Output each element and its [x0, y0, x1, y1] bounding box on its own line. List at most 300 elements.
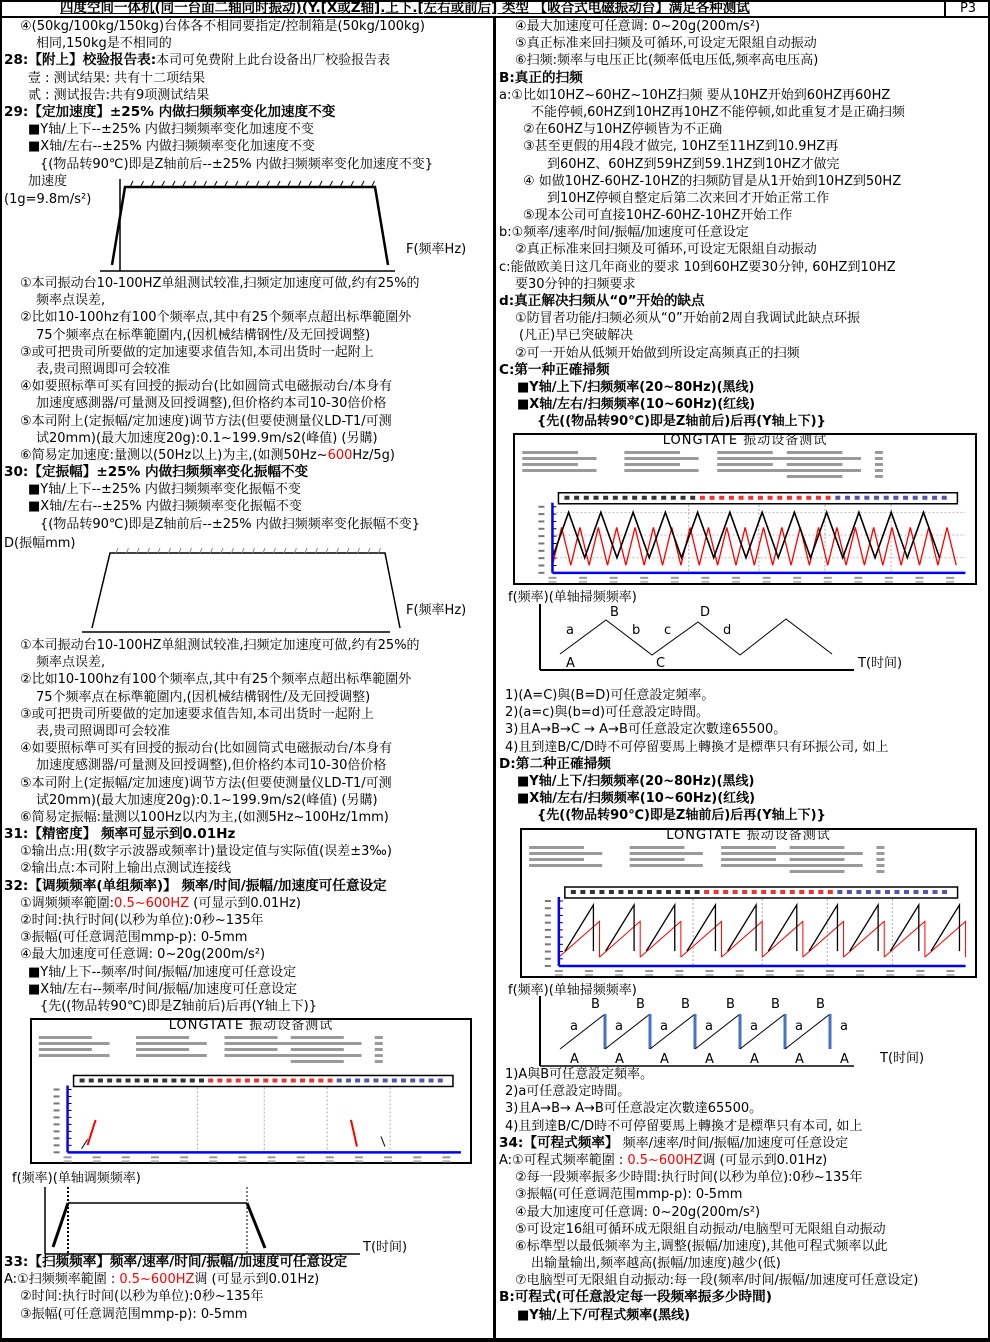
info-text-blur [375, 1042, 383, 1045]
sawtooth-sweep-sketch [496, 980, 988, 1066]
legend-text-blur [816, 496, 821, 500]
info-text-blur [787, 475, 843, 478]
legend-text-blur [254, 1078, 259, 1082]
y-tick-label [54, 1123, 60, 1125]
label-A: A [566, 656, 575, 671]
x-tick-label [916, 970, 924, 972]
y-tick-label [54, 1130, 60, 1132]
info-text-blur [224, 1042, 295, 1045]
label-A: A [840, 1052, 849, 1067]
text-line: 3)且A→B→C → A→B可任意設定次數達65500。 [505, 722, 787, 738]
text-line: ⑦电脑型可无限組自动振动:每一段(频率/时间/振幅/加速度可任意设定) [515, 1273, 919, 1289]
triangle-sweep-sketch [496, 588, 988, 687]
legend-text-blur [199, 1078, 204, 1082]
text-line: ⑥扫频:频率与电压正比(频率低电压低,频率高电压高) [515, 53, 819, 69]
x-tick-label [610, 577, 618, 579]
x-tick-label [732, 581, 740, 583]
info-text-blur [787, 457, 861, 460]
info-text-blur [522, 463, 578, 466]
x-tick-label [796, 970, 804, 972]
section-heading: 29:【定加速度】±25% 内做扫频频率变化加速度不变 [4, 103, 336, 120]
x-tick-label [766, 970, 774, 972]
text-line: ④(50kg/100kg/150kg)台体各不相同要指定/控制箱是(50kg/100kg) [20, 19, 425, 34]
legend-text-blur [337, 1078, 342, 1082]
text-line: 试20mm)(最大加速度20g):0.1~199.9m/s2(峰值) (另購) [36, 430, 378, 446]
label-A: A [570, 1052, 579, 1067]
text-line: ③甚至更假的用4段才做完, 10HZ至11HZ到10.9HZ再 [523, 139, 839, 155]
text-line [4, 1271, 492, 1288]
info-text-blur [787, 463, 843, 466]
y-tick-label [545, 936, 551, 938]
label-a: a [705, 1019, 713, 1034]
text-line: {先((物品转90℃)即是Z轴前后)后再(Y轴上下)} [537, 808, 826, 824]
info-text-blur [721, 864, 794, 867]
tune-ramp-down [247, 1203, 265, 1248]
x-tick-label [384, 1156, 392, 1158]
text-line: ①防冒者功能/扫频必须从“0”开始前2周自我调试此缺点环振 [515, 311, 861, 327]
info-text-blur [39, 1054, 110, 1057]
text-line: ⑤本司附上(定振幅/定加速度)调节方法(但要使测量仪LD-T1/可测 [20, 775, 392, 791]
text-line: ■Y轴/上下--频率/时间/振幅/加速度可任意设定 [28, 964, 297, 980]
x-tick-label [615, 970, 623, 972]
legend-text-blur [236, 1078, 241, 1082]
info-text-blur [876, 864, 884, 867]
text-line: 1)A與B可任意設定頻率。 [505, 1067, 654, 1082]
highlight-text: 0.5~600HZ [627, 1152, 703, 1168]
x-tick-label [675, 970, 683, 972]
text-line: ⑥标準型以最低频率为主,调整(振幅/加速度),其他可程式频率以此 [515, 1238, 888, 1254]
x-tick-label [705, 970, 713, 972]
info-text-blur [790, 852, 863, 855]
legend-text-blur [571, 890, 576, 894]
x-tick-label [122, 1160, 130, 1162]
x-tick-label [946, 577, 954, 579]
y-tick-label [538, 520, 544, 522]
info-text-blur [224, 1054, 295, 1057]
x-tick-label [824, 581, 832, 583]
legend-text-blur [622, 496, 627, 500]
label-b: b [632, 623, 641, 638]
legend-text-blur [208, 1078, 213, 1082]
info-text-blur [529, 852, 602, 855]
page-number: P3 [944, 0, 990, 18]
label-B: B [681, 997, 690, 1012]
legend-text-blur [346, 1078, 351, 1082]
text-line: ⑤现本公司可直接10HZ-60HZ-10HZ开始工作 [523, 208, 793, 224]
text-line: ③或可把贵司所要做的定加速要求值告知,本司出货时一起附上 [20, 344, 374, 360]
x-tick-label [763, 577, 771, 579]
x-tick-label [238, 1160, 246, 1162]
legend-text-blur [632, 496, 637, 500]
info-text-blur [717, 469, 791, 472]
text-line: 壹 : 测试结果: 共有十二项结果 [28, 70, 206, 86]
x-tick-label [886, 970, 894, 972]
accel-profile-line [112, 187, 388, 265]
y-tick-label [545, 958, 551, 960]
legend-text-blur [355, 1078, 360, 1082]
y-tick-label [538, 564, 544, 566]
x-tick-label [238, 1156, 246, 1158]
legend-text-blur [429, 1078, 434, 1082]
info-text-blur [630, 858, 685, 861]
text-line: {(物品转90℃)即是Z轴前后--±25% 内做扫频频率变化振幅不变} [40, 516, 421, 532]
info-text-blur [624, 451, 680, 454]
legend-text-blur [806, 496, 811, 500]
legend-text-blur [855, 496, 860, 500]
legend-text-blur [761, 890, 766, 894]
info-text-blur [375, 1036, 383, 1039]
text-line: ⑤本司附上(定振幅/定加速度)调节方法(但要使测量仪LD-T1/可测 [20, 413, 392, 429]
info-text-blur [721, 858, 776, 861]
tuning-sketch [0, 1165, 493, 1255]
screenshot-border [31, 1019, 471, 1163]
y-tick-label [538, 535, 544, 537]
legend-text-blur [695, 890, 700, 894]
info-text-blur [39, 1042, 110, 1045]
label-d: d [723, 623, 732, 638]
info-text-blur [876, 852, 884, 855]
text-line [4, 895, 492, 912]
x-tick-label [826, 974, 834, 976]
label-A: A [750, 1052, 759, 1067]
text-line: 表,贵司照调即可会较准 [36, 361, 171, 377]
x-tick-label [355, 1160, 363, 1162]
text-line: ②时间:执行时间(以秒为单位):0秒~135年 [20, 913, 264, 928]
legend-text-blur [564, 496, 569, 500]
label-a: a [660, 1019, 668, 1034]
legend-text-blur [410, 1078, 415, 1082]
x-tick-label [885, 577, 893, 579]
text-line: {(物品转90℃)即是Z轴前后--±25% 内做扫频频率变化加速度不变} [40, 156, 434, 172]
text-line: 试20mm)(最大加速度20g):0.1~199.9m/s2(峰值) (另購) [36, 792, 378, 808]
x-tick-label [826, 970, 834, 972]
legend-text-blur [733, 890, 738, 894]
x-tick-label [886, 974, 894, 976]
text-line: 频率点误差, [36, 655, 106, 671]
legend-text-blur [419, 1078, 424, 1082]
info-text-blur [790, 858, 845, 861]
text-line: 到10HZ停顿自整定后第二次来回才开始正常工作 [547, 190, 830, 206]
legend-text-blur [729, 496, 734, 500]
legend-text-blur [89, 1078, 94, 1082]
legend-text-blur [652, 496, 657, 500]
legend-text-blur [364, 1078, 369, 1082]
info-text-blur [787, 451, 843, 454]
text-line: 不能停顿,60HZ到10HZ再10HZ不能停顿,如此重复才是正确扫频 [531, 104, 905, 120]
legend-text-blur [318, 1078, 323, 1082]
label-a: a [840, 1019, 848, 1034]
info-text-blur [136, 1042, 207, 1045]
legend-text-blur [866, 890, 871, 894]
screenshot-title: LONGTATE 振动设备测试 [662, 433, 828, 448]
document-title: 四度空间一体机(同一台面二轴同时振动)(Y.[X或Z轴].上下.[左右或前后] 类型 【吸合式电磁振动台】满足各种测试 [60, 0, 750, 16]
info-text-blur [291, 1036, 344, 1039]
y-tick-label [545, 943, 551, 945]
legend-text-blur [768, 496, 773, 500]
section-sweep-explanation [499, 18, 987, 431]
info-text-blur [876, 870, 884, 873]
x-tick-label [796, 974, 804, 976]
text-line: ④最大加速度可任意调: 0~20g(200m/s²) [515, 19, 761, 34]
y-tick-label [54, 1102, 60, 1104]
text-line: 75个频率点在标準範圍内,(因机械结構钢性/及无回授调整) [36, 689, 371, 705]
accel-unit: (1g=9.8m/s²) [4, 192, 92, 207]
info-text-blur [624, 457, 698, 460]
text-segment: ⑥简易定加速度:量测以(50Hz以上)为主,(如测50Hz~ [20, 447, 328, 463]
x-tick-label [151, 1156, 159, 1158]
x-tick-label [763, 581, 771, 583]
legend-text-blur [875, 890, 880, 894]
legend-text-blur [80, 1078, 85, 1082]
amp-xlabel: F(频率Hz) [406, 603, 467, 618]
label-a: a [570, 1019, 578, 1034]
info-text-blur [522, 451, 578, 454]
label-B: B [591, 997, 600, 1012]
saw-ramp [695, 1014, 740, 1049]
x-tick-label [555, 970, 563, 972]
text-line: ③振幅(可任意调范围mmp-p): 0-5mm [515, 1187, 743, 1203]
info-text-blur [224, 1048, 277, 1051]
text-line: 表,贵司照调即可会较准 [36, 723, 171, 739]
legend-text-blur [438, 1078, 443, 1082]
legend-text-blur [914, 890, 919, 894]
y-tick-label [54, 1151, 60, 1153]
x-tick-label [645, 970, 653, 972]
x-tick-label [93, 1156, 101, 1158]
legend-text-blur [845, 496, 850, 500]
legend-text-blur [309, 1078, 314, 1082]
x-tick-label [180, 1156, 188, 1158]
text-segment: 频率/速率/时间/振幅/加速度可任意设定 [618, 1135, 849, 1151]
legend-text-blur [739, 496, 744, 500]
tune-ylabel: f(频率)(单轴调频频率) [12, 1171, 141, 1186]
info-text-blur [291, 1060, 344, 1063]
x-tick-label [732, 577, 740, 579]
text-line: b:①频率/速率/时间/振幅/加速度可任意设定 [499, 225, 749, 241]
legend-text-blur [401, 1078, 406, 1082]
section-heading: 31:【精密度】 频率可显示到0.01Hz [4, 826, 236, 843]
legend-text-blur [884, 496, 889, 500]
legend-text-blur [777, 496, 782, 500]
text-line: {先((物品转90℃)即是Z轴前后)后再(Y轴上下)} [40, 998, 317, 1014]
x-tick-label [585, 970, 593, 972]
x-tick-label [856, 970, 864, 972]
y-tick-label [538, 557, 544, 559]
text-line: ■X轴/左右--±25% 内做扫频频率变化加速度不变 [28, 139, 315, 155]
label-a: a [566, 623, 574, 638]
x-tick-label [610, 581, 618, 583]
text-line: ④如要照标準可买有回授的振动台(比如圆筒式电磁振动台/本身有 [20, 379, 393, 395]
legend-text-blur [933, 890, 938, 894]
accel-ylabel: 加速度 [28, 174, 68, 189]
label-B: B [816, 997, 825, 1012]
x-tick-label [209, 1156, 217, 1158]
info-text-blur [291, 1042, 362, 1045]
x-tick-label [548, 581, 556, 583]
x-tick-label [615, 974, 623, 976]
x-tick-label [384, 1160, 392, 1162]
x-tick-label [268, 1156, 276, 1158]
x-tick-label [548, 577, 556, 579]
section-34 [499, 1066, 987, 1324]
legend-text-blur [828, 890, 833, 894]
legend-text-blur [144, 1078, 149, 1082]
amp-ylabel: D(振幅mm) [4, 536, 76, 551]
x-tick-label [736, 974, 744, 976]
info-text-blur [875, 457, 883, 460]
saw-xlabel: T(时间) [880, 1051, 925, 1066]
text-line: 4)且到達B/C/D時不可停留要馬上轉換才是標準只有本司, 如上 [505, 1118, 863, 1134]
info-text-blur [790, 870, 845, 873]
acceleration-figure [0, 171, 493, 275]
legend-text-blur [227, 1078, 232, 1082]
legend-text-blur [790, 890, 795, 894]
legend-text-blur [171, 1078, 176, 1082]
x-tick-label [947, 970, 955, 972]
legend-text-blur [676, 890, 681, 894]
legend-text-blur [758, 496, 763, 500]
legend-text-blur [771, 890, 776, 894]
legend-text-blur [809, 890, 814, 894]
text-line: ③振幅(可任意调范围mmp-p): 0-5mm [20, 930, 248, 946]
text-line: ①输出点:用(数字示波器或频率计)量设定值与实际值(误差±3‰) [20, 844, 392, 860]
text-line: 到60HZ、60HZ到59HZ到59.1HZ到10HZ才做完 [547, 156, 840, 172]
y-tick-label [545, 929, 551, 931]
x-tick-label [413, 1160, 421, 1162]
section-heading: 30:【定振幅】±25% 内做扫频频率变化振幅不变 [4, 464, 309, 481]
section-heading: d:真正解决扫频从“0”开始的缺点 [499, 293, 705, 309]
y-tick-label [54, 1116, 60, 1118]
saw-ramp [740, 1014, 785, 1049]
document-header [0, 0, 990, 18]
section-second-sweep [499, 687, 987, 825]
legend-text-blur [609, 890, 614, 894]
text-line: a:①比如10HZ~60HZ~10HZ扫频 要从10HZ开始到60HZ再60HZ [499, 87, 891, 103]
legend-text-blur [618, 890, 623, 894]
legend-text-blur [723, 890, 728, 894]
text-line: ■Y轴/上下/可程式频率(黑线) [517, 1307, 691, 1323]
label-A: A [705, 1052, 714, 1067]
text-segment: A:①可程式频率範圍 : [499, 1152, 628, 1168]
legend-text-blur [300, 1078, 305, 1082]
x-tick-label [701, 577, 709, 579]
legend-text-blur [704, 890, 709, 894]
legend-text-blur [613, 496, 618, 500]
info-text-blur [875, 451, 883, 454]
section-heading: 33:【扫频频率】频率/速率/时间/振幅/加速度可任意设定 [4, 1254, 348, 1270]
x-tick-label [151, 1160, 159, 1162]
label-A: A [660, 1052, 669, 1067]
sweep-xlabel: T(时间) [858, 656, 903, 671]
text-line: ②在60HZ与10HZ停顿皆为不正确 [523, 122, 723, 138]
legend-text-blur [835, 496, 840, 500]
section-heading: C:第一种正確掃频 [499, 361, 610, 378]
x-tick-label [854, 577, 862, 579]
x-tick-label [736, 970, 744, 972]
text-line: 3)且A→B→ A→B可任意設定次數達65500。 [505, 1101, 763, 1117]
legend-text-blur [874, 496, 879, 500]
legend-text-blur [826, 496, 831, 500]
legend-text-blur [282, 1078, 287, 1082]
legend-text-blur [893, 496, 898, 500]
legend-text-blur [603, 496, 608, 500]
info-text-blur [717, 463, 773, 466]
legend-text-blur [263, 1078, 268, 1082]
label-A: A [795, 1052, 804, 1067]
legend-text-blur [574, 496, 579, 500]
x-tick-label [640, 581, 648, 583]
info-text-blur [522, 469, 596, 472]
saw-ylabel: f(频率)(单轴掃频频率) [508, 983, 637, 998]
x-tick-label [268, 1160, 276, 1162]
label-B: B [636, 997, 645, 1012]
section-heading: B:可程式(可任意設定每一段频率振多少時間) [499, 1289, 772, 1306]
legend-text-blur [217, 1078, 222, 1082]
text-segment: ①调频频率範圍: [20, 895, 115, 911]
x-tick-label [442, 1156, 450, 1158]
label-B: B [726, 997, 735, 1012]
info-text-blur [876, 846, 884, 849]
text-line: ④最大加速度可任意调: 0~20g(200m/s²) [20, 947, 266, 963]
section-heading [4, 52, 492, 69]
text-line: ④ 如做10HZ-60HZ-10HZ的扫频防冒是从1开始到10HZ到50HZ [523, 173, 902, 189]
legend-text-blur [98, 1078, 103, 1082]
legend-text-blur [190, 1078, 195, 1082]
legend-text-blur [885, 890, 890, 894]
legend-text-blur [922, 496, 927, 500]
x-tick-label [413, 1156, 421, 1158]
text-line: ■X轴/左右--±25% 内做扫频频率变化振幅不变 [28, 499, 302, 515]
screenshot-border [521, 829, 976, 977]
x-tick-label [297, 1160, 305, 1162]
info-text-blur [875, 475, 883, 478]
legend-text-blur [742, 890, 747, 894]
text-line: c:能做欧美日这几年商业的要求 10到60HZ要30分钟, 60HZ到10HZ [499, 259, 896, 275]
info-text-blur [136, 1048, 189, 1051]
x-tick-label [947, 974, 955, 976]
text-segment: Hz/5g) [352, 447, 395, 463]
y-tick-label [538, 572, 544, 574]
x-tick-label [793, 577, 801, 579]
legend-text-blur [328, 1078, 333, 1082]
text-line: ⑤可设定16組可循环成无限組自动振动/电脑型可无限組自动振动 [515, 1221, 886, 1237]
saw-ramp [785, 1014, 830, 1049]
legend-text-blur [593, 496, 598, 500]
info-text-blur [224, 1036, 277, 1039]
y-tick-label [54, 1095, 60, 1097]
legend-text-blur [818, 890, 823, 894]
legend-text-blur [942, 496, 947, 500]
x-tick-label [671, 581, 679, 583]
legend-text-blur [923, 890, 928, 894]
text-line: ②每一段频率振多少時間:执行时间(以秒为单位):0秒~135年 [515, 1170, 863, 1186]
text-line: ■Y轴/上下/扫频频率(20~80Hz)(黑线) [517, 773, 755, 789]
text-line: 频率点误差, [36, 293, 106, 309]
x-tick-label [671, 577, 679, 579]
legend-text-blur [373, 1078, 378, 1082]
legend-text-blur [599, 890, 604, 894]
text-line: 75个频率点在标準範圍内,(因机械结構钢性/及无回授调整) [36, 327, 371, 343]
info-text-blur [291, 1054, 362, 1057]
legend-text-blur [780, 890, 785, 894]
legend-text-blur [913, 496, 918, 500]
x-tick-label [209, 1160, 217, 1162]
info-text-blur [375, 1054, 383, 1057]
x-tick-label [675, 974, 683, 976]
info-text-blur [291, 1048, 344, 1051]
text-line: 要30分钟的扫频要求 [515, 276, 636, 292]
y-tick-label [545, 922, 551, 924]
